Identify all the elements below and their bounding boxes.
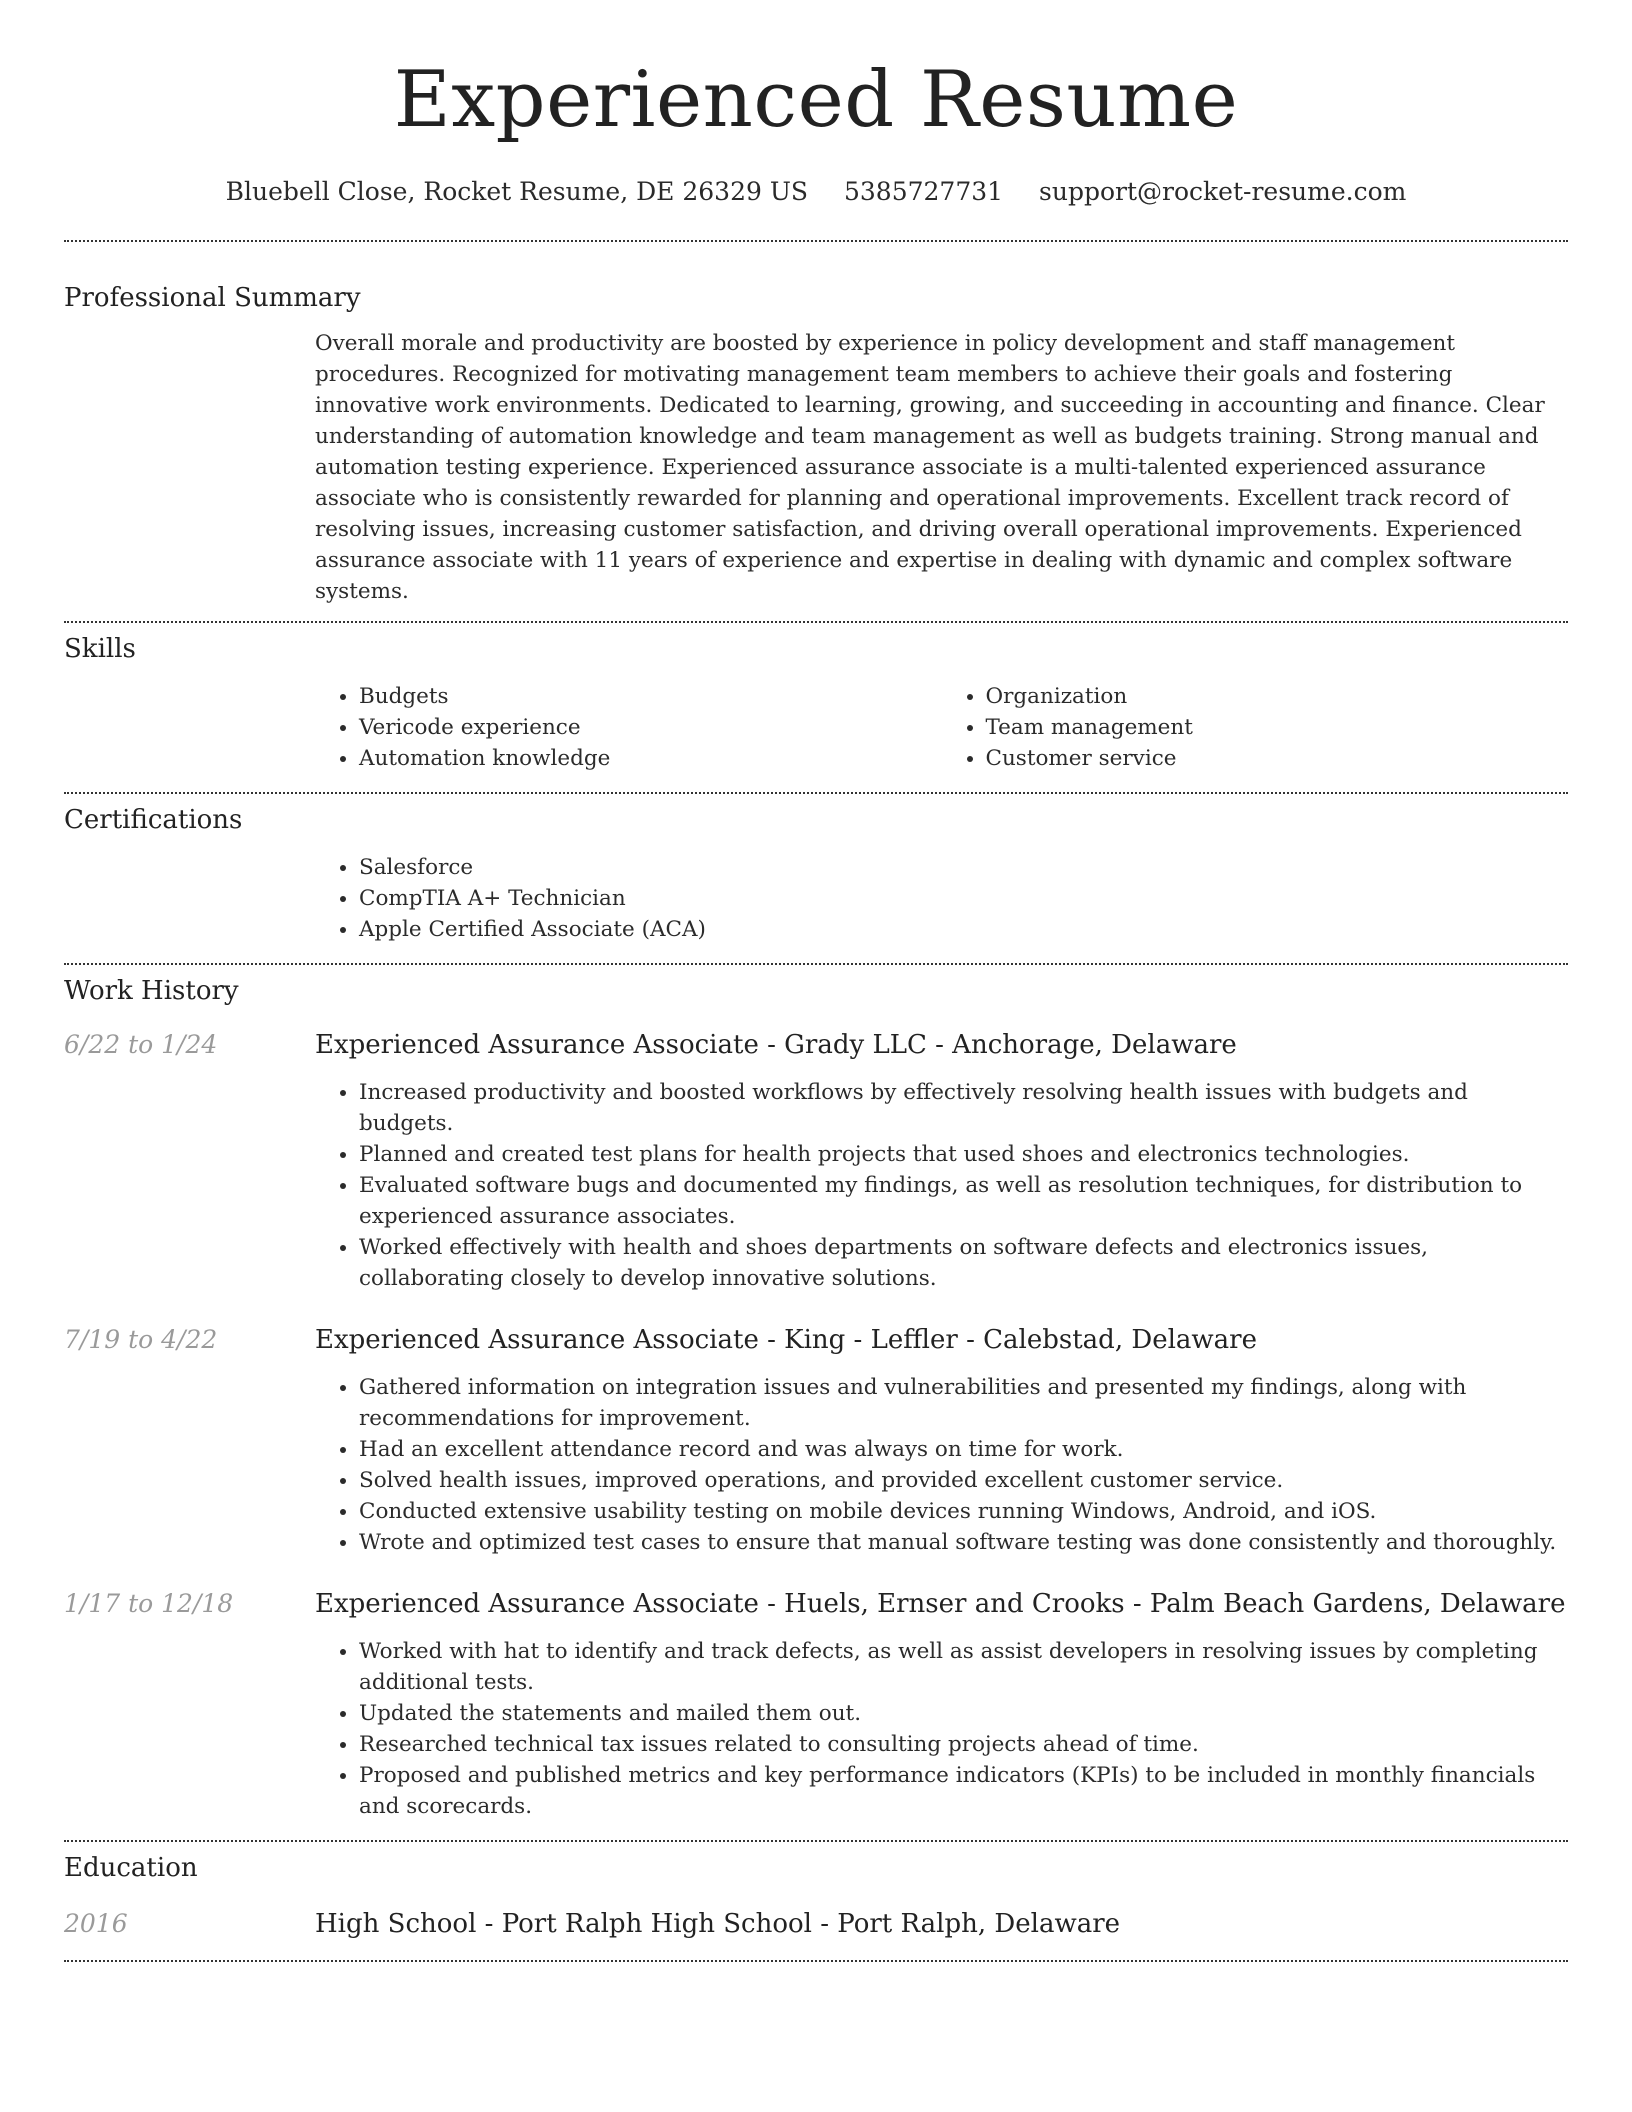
job-entry xyxy=(64,1588,1568,1822)
education-section xyxy=(64,1852,1568,1940)
certifications-body xyxy=(315,852,1568,945)
job-bullets xyxy=(315,1636,1568,1822)
job-bullet: • Evaluated software bugs and documented my findings, as well as resolution techniques, for distribution to experienced assurance associates. xyxy=(359,1170,1568,1232)
divider xyxy=(64,792,1568,794)
divider xyxy=(64,1840,1568,1842)
job-bullet: • Wrote and optimized test cases to ensure that manual software testing was done consistently and thoroughly. xyxy=(359,1527,1568,1558)
job-title: Experienced Assurance Associate - Huels, Ernser and Crooks - Palm Beach Gardens, Delaware xyxy=(315,1589,1566,1619)
skills-list-right xyxy=(942,681,1569,774)
skill-item: • Vericode experience xyxy=(359,712,942,743)
job-bullet: • Gathered information on integration issues and vulnerabilities and presented my findings, along with recommendations for improvement. xyxy=(359,1372,1568,1434)
job-bullets xyxy=(315,1372,1568,1558)
divider xyxy=(64,1960,1568,1962)
work-history-section xyxy=(64,975,1568,1822)
job-dates: 6/22 to 1/24 xyxy=(64,1030,218,1059)
contact-line xyxy=(64,176,1568,208)
job-bullet: • Conducted extensive usability testing on mobile devices running Windows, Android, and iOS. xyxy=(359,1496,1568,1527)
education-year: 2016 xyxy=(64,1909,128,1938)
job-dates: 1/17 to 12/18 xyxy=(64,1589,234,1618)
education-title: High School - Port Ralph High School - Port Ralph, Delaware xyxy=(315,1909,1121,1939)
job-entry xyxy=(64,1029,1568,1294)
job-bullets xyxy=(315,1077,1568,1294)
divider xyxy=(64,963,1568,965)
skill-item: • Team management xyxy=(986,712,1569,743)
skills-section xyxy=(64,633,1568,774)
phone-text: 5385727731 xyxy=(844,177,1004,206)
divider xyxy=(64,621,1568,623)
job-bullet: • Planned and created test plans for health projects that used shoes and electronics technologies. xyxy=(359,1139,1568,1170)
job-entry xyxy=(64,1324,1568,1558)
summary-text: Overall morale and productivity are boosted by experience in policy development and staff management procedures. Recognized for motivating management team members to achieve their goals and fostering innovative work environments. Dedicated to learning, growing, and succeeding in accounting and finance. Clear understanding of automation knowledge and team management as well as budgets training. Strong manual and automation testing experience. Experienced assurance associate is a multi-talented experienced assurance associate who is consistently rewarded for planning and operational improvements. Excellent track record of resolving issues, increasing customer satisfaction, and driving overall operational improvements. Experienced assurance associate with 11 years of experience and expertise in dealing with dynamic and complex software systems. xyxy=(315,331,1545,604)
skills-grid xyxy=(315,681,1568,774)
skill-item: • Automation knowledge xyxy=(359,743,942,774)
skill-item: • Organization xyxy=(986,681,1569,712)
section-title-education: Education xyxy=(64,1853,198,1883)
divider xyxy=(64,240,1568,242)
section-title-summary: Professional Summary xyxy=(64,283,361,313)
job-title: Experienced Assurance Associate - King - Leffler - Calebstad, Delaware xyxy=(315,1325,1257,1355)
job-bullet: • Updated the statements and mailed them out. xyxy=(359,1698,1568,1729)
address-text: Bluebell Close, Rocket Resume, DE 26329 US xyxy=(225,177,809,206)
job-title: Experienced Assurance Associate - Grady LLC - Anchorage, Delaware xyxy=(315,1030,1237,1060)
skill-item: • Budgets xyxy=(359,681,942,712)
certification-item: • Salesforce xyxy=(359,852,1568,883)
email-link[interactable]: support@rocket-resume.com xyxy=(1039,177,1407,206)
summary-body xyxy=(315,328,1568,607)
job-bullet: • Solved health issues, improved operations, and provided excellent customer service. xyxy=(359,1465,1568,1496)
job-dates: 7/19 to 4/22 xyxy=(64,1325,218,1354)
job-bullet: • Had an excellent attendance record and was always on time for work. xyxy=(359,1434,1568,1465)
summary-section xyxy=(64,282,1568,607)
job-bullet: • Researched technical tax issues related to consulting projects ahead of time. xyxy=(359,1729,1568,1760)
job-bullet: • Worked with hat to identify and track defects, as well as assist developers in resolving issues by completing additional tests. xyxy=(359,1636,1568,1698)
resume-page xyxy=(64,0,1568,1962)
section-title-work-history: Work History xyxy=(64,976,239,1006)
certification-item: • Apple Certified Associate (ACA) xyxy=(359,914,1568,945)
section-title-certifications: Certifications xyxy=(64,805,243,835)
candidate-name: Experienced Resume xyxy=(393,55,1239,145)
education-entry xyxy=(64,1908,1568,1940)
certification-item: • CompTIA A+ Technician xyxy=(359,883,1568,914)
certifications-list xyxy=(315,852,1568,945)
skill-item: • Customer service xyxy=(986,743,1569,774)
job-bullet: • Proposed and published metrics and key performance indicators (KPIs) to be included in monthly financials and scorecards. xyxy=(359,1760,1568,1822)
skills-list-left xyxy=(315,681,942,774)
certifications-section xyxy=(64,804,1568,945)
section-title-skills: Skills xyxy=(64,634,136,664)
job-bullet: • Worked effectively with health and shoes departments on software defects and electronics issues, collaborating closely to develop innovative solutions. xyxy=(359,1232,1568,1294)
job-bullet: • Increased productivity and boosted workflows by effectively resolving health issues with budgets and budgets. xyxy=(359,1077,1568,1139)
